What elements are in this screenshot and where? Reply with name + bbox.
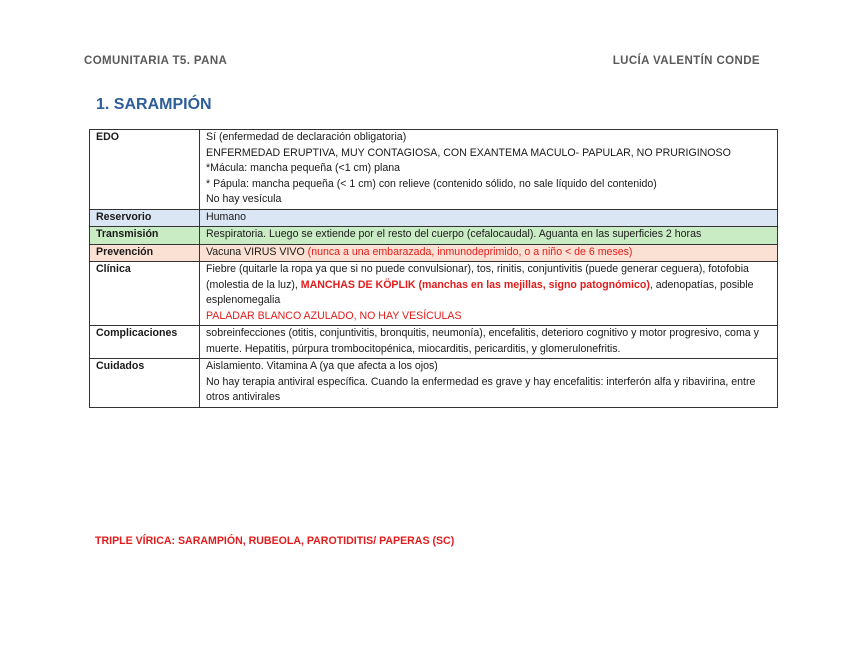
row-content: sobreinfecciones (otitis, conjuntivitis, bronquitis, neumonía), encefalitis, deterioro cognitivo y motor progresivo, coma y muerte. Hepatitis, púrpura trombocitopénica, miocarditis, pericarditis, y glomerulonefritis. [200, 326, 778, 359]
edo-line: No hay vesícula [206, 193, 282, 205]
cuidados-line: No hay terapia antiviral específica. Cuando la enfermedad es grave y hay encefalitis: interferón alfa y ribavirina, entre otros antivirales [206, 375, 756, 403]
clinica-text: Fiebre (quitarle la ropa ya que si no puede convulsionar), tos, rinitis, conjuntivitis (puede generar ceguera), fotofobia (molestia de la luz), [206, 263, 749, 291]
row-content: Respiratoria. Luego se extiende por el resto del cuerpo (cefalocaudal). Aguanta en las superficies 2 horas [200, 227, 778, 245]
clinica-text: , adenopatías, posible esplenomegalia [206, 278, 754, 306]
header-subject: COMUNITARIA T5. PANA [84, 55, 228, 67]
row-label: Transmisión [90, 227, 200, 245]
row-label: Clínica [90, 262, 200, 326]
header-author: LUCÍA VALENTÍN CONDE [612, 55, 760, 67]
table-row-complicaciones [90, 326, 778, 359]
table-row-clinica [90, 262, 778, 326]
edo-line: ENFERMEDAD ERUPTIVA, MUY CONTAGIOSA, CON EXANTEMA MACULO- PAPULAR, NO PRURIGINOSO [206, 146, 731, 159]
table-row-transmision [90, 227, 778, 245]
row-content [200, 244, 778, 262]
prevencion-warning: (nunca a una embarazada, inmunodeprimido, o a niño < de 6 meses) [307, 245, 633, 258]
koplik-highlight: MANCHAS DE KÖPLIK (manchas en las mejillas, signo patognómico) [300, 278, 650, 291]
edo-line: *Mácula: mancha pequeña (<1 cm) plana [206, 162, 401, 174]
row-label: Prevención [90, 244, 200, 262]
row-label: Complicaciones [90, 326, 200, 359]
clinica-paragraph [206, 262, 774, 309]
triple-virica-note: TRIPLE VÍRICA: SARAMPIÓN, RUBEOLA, PAROTIDITIS/ PAPERAS (SC) [95, 535, 455, 547]
table-row-reservorio [90, 209, 778, 227]
row-label: EDO [90, 130, 200, 210]
section-title: 1. SARAMPIÓN [96, 96, 212, 113]
table-row-cuidados [90, 359, 778, 408]
cuidados-line: Aislamiento. Vitamina A (ya que afecta a los ojos) [206, 360, 438, 372]
table-row-prevencion [90, 244, 778, 262]
page-header [84, 55, 760, 67]
prevencion-text: Vacuna VIRUS VIVO [206, 245, 308, 258]
info-table [89, 129, 778, 408]
row-content [200, 359, 778, 408]
row-label: Reservorio [90, 209, 200, 227]
edo-line: Sí (enfermedad de declaración obligatoria) [206, 131, 407, 143]
table-row-edo [90, 130, 778, 210]
row-content [200, 262, 778, 326]
row-label: Cuidados [90, 359, 200, 408]
row-content: Humano [200, 209, 778, 227]
clinica-red-line: PALADAR BLANCO AZULADO, NO HAY VESÍCULAS [206, 309, 462, 322]
edo-line: * Pápula: mancha pequeña (< 1 cm) con relieve (contenido sólido, no sale líquido del contenido) [206, 177, 657, 190]
row-content [200, 130, 778, 210]
